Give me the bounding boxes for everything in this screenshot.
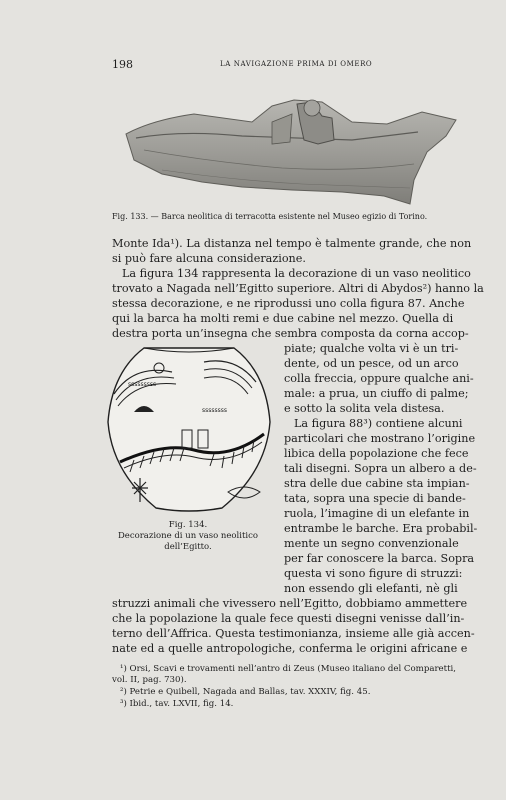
figure-134-vase-drawing (104, 342, 274, 518)
wrap-line: e sotto la solita vela distesa. (284, 402, 445, 415)
svg-text:sssssssss: sssssssss (128, 381, 157, 388)
wrap-line: La figura 88³) contiene alcuni (294, 417, 463, 430)
body-line: trovato a Nagada nell’Egitto superiore. Altri di Abydos²) hanno la (112, 282, 484, 295)
body-line: struzzi animali che vivessero nell’Egitto, dobbiamo ammettere (112, 597, 468, 610)
wrap-line: colla freccia, oppure qualche ani- (284, 372, 474, 385)
body-line: qui la barca ha molti remi e due cabine nel mezzo. Quella di (112, 312, 454, 325)
svg-text:ssssssss: ssssssss (202, 407, 228, 414)
footnote-line: ³) Ibid., tav. LXVII, fig. 14. (120, 699, 234, 709)
figure-133-caption: Fig. 133. — Barca neolitica di terracotta esistente nel Museo egizio di Torino. (112, 212, 428, 221)
figure-134-caption (98, 520, 278, 553)
caption-line: Decorazione di un vaso neolitico (117, 531, 258, 541)
wrap-line: male: a prua, un ciuffo di palme; (284, 387, 469, 400)
wrap-line: non essendo gli elefanti, nè gli (284, 582, 458, 595)
caption-line: dell’Egitto. (164, 542, 212, 552)
wrap-line: ruola, l’imagine di un elefante in (284, 507, 470, 520)
caption-line: Fig. 134. (168, 520, 208, 530)
footnote-line: ¹) Orsi, Scavi e trovamenti nell’antro di Zeus (Museo italiano del Comparetti, (120, 664, 457, 674)
body-line: Monte Ida¹). La distanza nel tempo è talmente grande, che non (112, 237, 472, 250)
running-title: LA NAVIGAZIONE PRIMA DI OMERO (220, 60, 373, 68)
wrap-line: libica della popolazione che fece (284, 447, 469, 460)
body-line: terno dell’Affrica. Questa testimonianza, insieme alle già accen- (112, 627, 475, 640)
wrap-line: per far conoscere la barca. Sopra (284, 552, 475, 565)
wrap-line: mente un segno convenzionale (284, 537, 459, 550)
body-line: stessa decorazione, e ne riprodussi uno colla figura 87. Anche (112, 297, 465, 310)
figure-133-boat-photo (122, 92, 462, 210)
wrap-line: stra delle due cabine sta impian- (284, 477, 470, 490)
footnote-line: vol. II, pag. 730). (112, 675, 187, 685)
page-header (112, 58, 472, 74)
wrap-line: piate; qualche volta vi è un tri- (284, 342, 459, 355)
wrap-line: tali disegni. Sopra un albero a de- (284, 462, 477, 475)
wrap-line: questa vi sono figure di struzzi: (284, 567, 463, 580)
body-line: La figura 134 rappresenta la decorazione di un vaso neolitico (122, 267, 471, 280)
wrap-line: particolari che mostrano l’origine (284, 432, 476, 445)
footnote-line: ²) Petrie e Quibell, Nagada and Ballas, tav. XXXIV, fig. 45. (120, 687, 371, 697)
body-line: che la popolazione la quale fece questi disegni venisse dall’in- (112, 612, 465, 625)
wrap-line: tata, sopra una specie di bande- (284, 492, 466, 505)
wrap-line: dente, od un pesce, od un arco (284, 357, 459, 370)
body-line: si può fare alcuna considerazione. (112, 252, 306, 265)
body-line: destra porta un’insegna che sembra composta da corna accop- (112, 327, 469, 340)
wrap-line: entrambe le barche. Era probabil- (284, 522, 478, 535)
body-line: nate ed a quelle antropologiche, conferma le origini africane e (112, 642, 468, 655)
page-number: 198 (112, 58, 133, 71)
